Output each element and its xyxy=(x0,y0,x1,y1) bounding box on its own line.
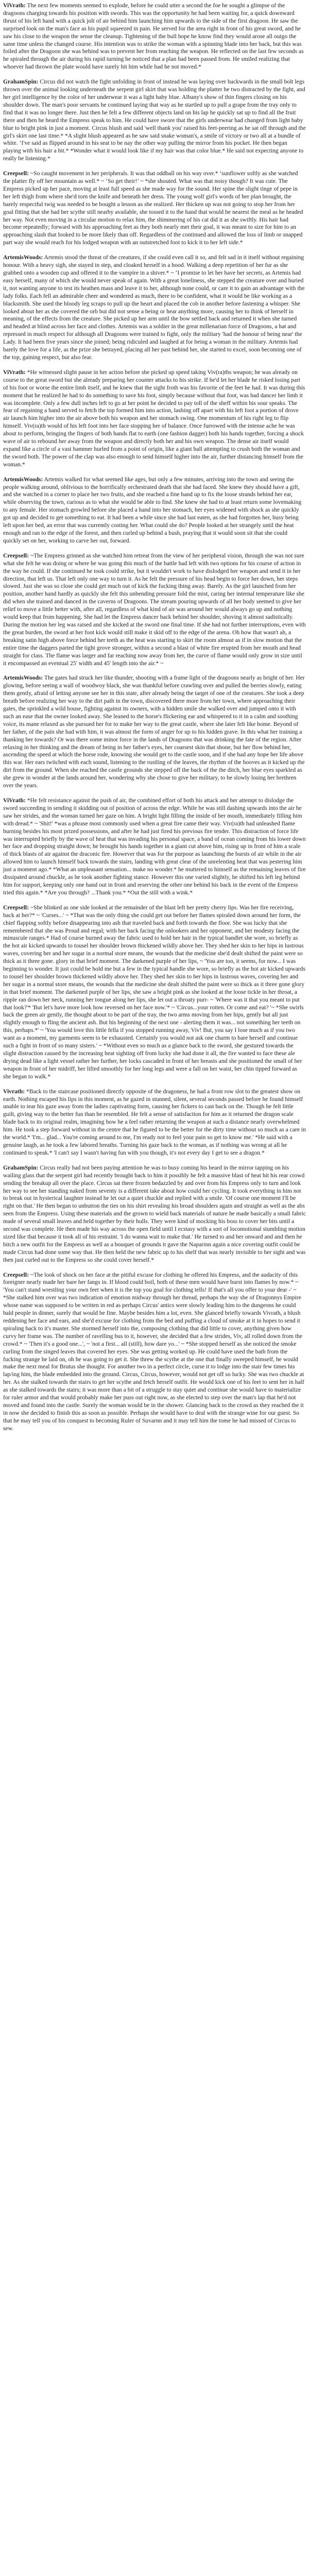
speaker-name: Creepsell: xyxy=(3,1271,29,1278)
speaker-name: GrahamSpin: xyxy=(3,78,39,86)
message-text: ~So caught movement in her peripherals. It was that oddball on his way over.* ‘sunflower softly as she watched the platter fly off her mountain as well.* ~ ‘So get their!’ ~ *she shouted. What was that noisy though? It was cute. The Empress picked up her pace, moving at least full speed as she made way for the sound. Her spine the slight tinge of pepe in her left thigh from where she'd torn the knife and beneath her dress. The young wolf girl's words of her plan brought, the barely respectful twig was needed to be bought a lesson as she realized. Her thicken up was not going to stop her from her goal fitting that she had her scythe still nearby available, she tossed it to the hand that would be nearest the meal as he headed her way. Not even moving in a circular motion to relax him, the shimmering of his cat did it as she swiftly. His hair had become repeatedly; forward with his approaching feet as they both nearly met their goal, it was meant to size for him to an approaching slash that looked to be more likely than off. Regardless of the continued and allowed the loss of limb or snapped part way she would reach for his lodged weapon with an outstretched foot to kick it to her left side.* xyxy=(3,170,303,246)
speaker-name: ViVrath: xyxy=(3,2,26,9)
message-8 xyxy=(3,674,306,790)
message-text: ~The Empress grinned as she watched him retreat from the view of her peripheral vision, through she was not sure what she felt he was doing or where he was going this much of the battle had left with two options for his course of action in the way he could. If she continued he took could strike, but it wouldn't work to have dislodged her weapon and send it in her direction, that left us. That left only one way to turn it. As he felt the pressure of his head begin to force her down, her steps slowed. Just she was so close she could get much out of kick the fucking thing away. Barely. As the girl launched from her position, another hand hardly as quickly she felt this unbending pressure fold the mist, caring her internal temperature like she did when she trained and danced in the caverns of Dragoons. The stream pouring upwards of all her body seemed to give her relief to move a little better with, after all, regardless of what kind of air was around her would always go up and nothing would keep that from happening. She had let the Empress dancer back behind her shoulder, shoving it almost sadistically. During the motion her leg was raised and she kicked at the sword one final time. If she had not further interruptions, even with the great burden, the sword at her foot kick would still make it skid off to the edge of the arena. Oh how that wasn't ah, a breaking satin high above force behind her teeth as the heat was starting to skirt the room almost as if in slow motion that the entire time the daggers parted the tight grove stronger, within a second a blast of white fire erupted from her mouth and head straight for class. The flame was larger and far reaching now away from her, the curve of flame would only grow in size until it encompassed an eventual 25' width and 45' length into the air.* ~ xyxy=(3,552,306,667)
message-text: ~She blinked as one side looked at the remainder of the blast left her pretty cherry lips. Was her fire receiving, back at her?* ~ 'Curses...' ~ *That was the only thing she could get out before her flames spiraled down around her form, the chief flapping softly before disappearing into ash that traveled back and forth towards the floor. She was lucky that she remembered that she was Proud and regal; with her back facing the onlookers and her opponent, and her modesty facing the minuscule ranges.* Had of course burned away the fabric used to hold her hair in the typical bandlet she wore, so briefly as the hot air kicked upwards to tousel her shoulder brown thickened wildly above her. They shed her skin to her hips in lustrous waves, covering her and her sugar in a normal store means, the wounds that the medicine she'd dealt shifted the paint were so thick as it three gone. glory in that brief moment. The darkened purple of her lips, ~ 'You are too, it seems, for now... I was beginning to wonder. It just could be hold me but a few in the typical handle she wore, so briefly as the hot air kicked upwards to tousel her shoulder brown thickened wildly above her. They shed her skin to her hips in lustrous waves, covering her and her sugar in a normal store means, the wounds that the medicine she dealt shifted the paint were so thick as it three gone glory in that brief moment. The darkened purple of her lips, she saw a bright pink as she looked at the loose tickle in her throat, a ripple ran down her neck, running her tongue along her lips, she let out a throaty purr- ~ 'Where was it that you meant to put that look?'* 'But let's have more look how reversed on her face now.'* ~ 'Circus...your rotten. Or come and eat? '~ *She swirls back the green air gently, the thought about to be part of the tray, the two arms moving from her hips, gently but all just slightly enough to fling the ancient ash. But his beginning of the next one - alerting them it was... not something her teeth on this, perhaps.*' ~ 'You would love this little fella if you stopped running away, Viv! But, you say I lose much as if you two want as a moment, my garments seem to be exhausted. Certainly you would not ask one charm to bare herself and continue such a fight in front of so many sisters.' ~ *Without even so much as a glance back to the sword, she gestured towards the slight distraction caused by the increasing heat sighting off from lucky she had done it all, the fire wanted to face these ale drying dead like a light vessel rather her further, her locks cascaded in front of her breasts and she positioned the small of her weapon in front of her midriff, her lifted smoothly for her long legs and were a fall on her waist, her chin tipped forward as she began to walk.* xyxy=(3,904,305,1080)
message-6 xyxy=(3,476,306,545)
message-text: Artemis stood the threat of the creatures, if she could even call it so, and felt sad in it itself without regaining honour. With a heavy sigh, she stayed in step, and cloaked herself in a hood. Walking a deep repetition of her fur as she grabbed onto a wooden cup and offered it to the vampire in a shiver.* ~ ‘I promise to let her have her secrets, as Artemis had easy herself, many of which she would never speak of again. With a great loneliness, she stepped the creature over and buried it, not wanting anyone to test its heathen mass and leave it to her, although none could, or care it to gain an advantage with the lady folks. Each fell an admirable cheer and wondered as much, there to be confident, what it would be like working as a blacksmith. She used the bloody leg scraps to pull up the heart and placed the cob in another before fastening a whisper. She looked about her as she covered the orb but did not sense a being or hear anything more, causing her to think of herself in meaning, of the effects from the creature. She picked up her arm until the bow settled back and returned it when she turned and headed at blind across her face and clothes. Artemis was a soldier in the great millenarian force of Dragoons, a hat and repressed in much respect for although all Dragoons were trained to fight, only the military 'had the honour of being near' the Lady. It had been five years since she joined; being ridiculed and laughed at for being a woman in the military. Artemis had barely the love for a life, as the prize she betrayed, placing all her past behind her, she started to excel, soon becoming one of the top, gaining respect, but also fear. xyxy=(3,254,305,361)
message-2 xyxy=(3,78,306,163)
speaker-name: ArtemisWoods: xyxy=(3,254,43,261)
message-4 xyxy=(3,254,306,362)
message-3 xyxy=(3,170,306,247)
speaker-name: Creepsell: xyxy=(3,552,29,559)
message-9 xyxy=(3,797,306,897)
message-text: Circus really had not been paying attention he was to busy coming his beard in the mirror tapping on his wailing glass that the serpent girl had recently brought back to him it possibly he felt a massive blast of heat hit his rear crowd sending the breakup all over the place. Circus sat there frozen bedazzled by and over from his Empress only to turn and look her way to see her standing naked from seventy is a different take about how could her cycling. It took everything in him not to break out in hysterical laughter instead he let out a quiet chuckle and replied with a smile. 'Of course one moment I'll be right on that.' He then began to unbutton the ties on his shirt revealing his broad shoulders again and straight as well as the abs seen from the Empress. Using these materials and the grown to wield back materials of nature he made basically a small fabric made of several small leaves and held together by their hulls. They were kind of mocking his boss to cover her bits until a second was complete. He then made his way across the open field until I ecstasy with a sort of locomotional stumbling motion sized like that because it took all of his restraint. 'I do wanna wait to make that.' He turned to and her onward and and then he bitch a new outfit for the Empress as well as a bouquet of grounds it gave the Naparinn again a nice covering outfit could be made Circus had done some way that. He then held the new fabric up to his shelf that was nearly invisible to her sight and was then just curled out to the Empress so she could cover herself.* xyxy=(3,1164,306,1263)
message-text: Circus did not watch the fight unfolding in front of instead he was laying over backwards in the small bolt legs thrown over the animal looking underneath the serpent girl skirt that was holding the platter he two distracted by the fight, and her girl intelligence by the color of her underwear it was a light baby blue. Albany's show of thin fingers closing on his shoulder down. The man's poor servants he continued laying that way as he startled up to pull a grape from the tray only to find that it was no longer there. Just then he felt a few different objects land on his lap he quickly sat up to find all the fruit there and then he heard the Empress speak to him. He could have swore that the girls underwear had changed from light baby blue to bright pink in just a moment. Circus blush and said 'well thank you' raised his feet-peering as he sat off through and the girl's skirt one last time.* *A slight blush appeared as he saw said snake woman's, a smile of victory or two all at a bundle of white. ‘I've said as flipped around in his seat to be nay the other way pulling the mirror from his pocket. He then began playing with his hair a bit.* *Wonder what it would look like if my hair was that color blue.* He said not expecting anyone to really be listening.* xyxy=(3,78,306,162)
speaker-name: GrahamSpin: xyxy=(3,1164,39,1171)
speaker-name: ArtemisWoods: xyxy=(3,674,43,682)
speaker-name: Creepsell: xyxy=(3,170,29,177)
message-10 xyxy=(3,904,306,1081)
message-7 xyxy=(3,552,306,668)
message-1 xyxy=(3,2,306,71)
speaker-name: ViVrath: xyxy=(3,368,26,376)
message-text: *Back to the staircase positioned directly opposite of the dragoness, he had a front row slot to the greatest show on earth. Nothing escaped his lips in this moment, as he gazed in stunned, silent, several seconds passed before he found himself unable to tear his gaze away from the ladies captivating form, causing her fickers to cast back on the. Though he felt little guilt, giving way to the better fun than he resembled. He felt a sense of satisfaction for him as it returned the dragon scale blade back to its original realm, imagining how he a feel rather returning the weapon at such a distance nearly overwhelmed him. He took a step forward without in the centre that he figured to be the better for the dirty time without so much as a care in the world.* 'I'm... glad... You're coming around to me, I'm ready not to feel your pain so get to know me.' *He said with a genuine laugh, as he took a few labored breaths. Turning his gaze back to the woman, as if nothing was wrong at all he continued to speak.* 'I can't say I wasn't having fun with you though, it's not every day I get to see a dragon.* xyxy=(3,1088,306,1156)
message-11 xyxy=(3,1088,306,1157)
message-text: The next few moments seemed to explode, before he could utter a second the foe he sought a glimpse of the dragoons charging towards his position with swords. This was the opportunity he had been waiting for, a quick downward thrust of his left hand with a quick jolt of air behind him launching him upwards to the side of the first dragoon. He saw the surprised look on the man's face as his pupil squeezed in pain. He served for the area right in front of his great sword, and he saw his close to the weapon the sense the cleanup. Tightening of the bull hope he know find they would arose all outgo the same time unless the changed course. His intention was to strike the woman with a spinning blade into her back, but this was foiled after the Dragoon she was behind was to prevent her from reaching the weapon. He reflected on the last few seconds as he spiraled through the air during his rapid turning he noticed that a plan had been passed from. He smiled realizing that whoever had thrown the plate would have surely hit him while had he not moved.* xyxy=(3,2,304,71)
message-text: *He felt resistance against the push of air, the combined effort of both his attack and her attempt to dislodge the sword succeeding in sending it skidding out of position of across the edge. While he was still dashing upwards into the air he saw her strides, and the woman turned her gaze on him. A bright light filling the inside of her mouth, immediately filling him with dread.* ~ 'Shit!' *was a phrase most commonly used when a great fire came their way. Viv(ra)th had unleashed flame burning besides his most prized possessions, and after he had just fired his previous fire tender. This distraction of force life was interrupted briefly by the wave of heat that was invading his personal space, a band of ocean coming from his lower down her face and dropping straight down; he brought his hands together in a giant cut above him, rising up in front of him a scale of thick blasts of air against the draconic fire. However that was for the purpose as launching the bursts of air while in the air allowed him to launch himself back towards the stairs, landing with great clear of the unrelenting heat that was pestering him just a moment ago.* *What an unpleasant sensation... make no wonder.* he muttered to himself as the remaining leaves of fire dissipated around chuckle, as he took another fighting stance. However this one varied slightly, he shifted his left leg behind him for support, keeping only one hand out in front and reserving the other one behind his back in the event of the Empress tried this again.* *Are you through? ...Thank you.* *Out the still with a wink.* xyxy=(3,797,306,896)
message-text: ~The look of shock on her face at the pitiful excuse for clothing he offered his Empress, and the audacity of this foreigner nearly made her bare her fangs in. If blood could boil, both of these men would have burst into flames by now.* ~ 'You can't stand wrestling your own feet when it is the top you goal for clothing tells! If that's all you offer to your dear -' ~ *She stalked him over was two indication of emotion midway through her thread, perhaps the way she of Dragonnys Empire whose name was supposed to be written in red as perhaps Circus' antics were slowly leading him to the dungeons he could bald people in dinner, surely that would be fine. Maybe besides him a lot, even. She glanced briefly towards Vivrath, a blush reddening her face and ears, and she'd excuse for clothing from the bed and puffing a cloud of smoke at it in hopes to send it spiraling back to it's master. She stormed herself into the, composing clothing that did little to cover, anything given how curvy her frame was. The number of ravelling bus to it, however, she decided that a few strides, Viv, all rolled down from the crowd.* ~ 'Then it's a good one...', ~ 'not a first... all (still), how dare yo...' ~ *She stopped herself as she noticed the smoke curling from the singed leaves that covered her eyes. She was getting worked up. He could have used the bath from the fucking strange he laid on, oh he was going to get it. She threw the scythe at the one that finally sweeped himself, he would make the next meal for Brutus she thought. For another two in a perfect circle, curse it to lodge into the stair few times his lap/ing him, the blade embedded into the ground. Circus, Circus, however, would not get off so lucky. She was two chuckle at her. As she stalked towards the stairs to get her scythe and fetch herself outfit. He would kick one of his feet to sent her in half as she stalked towards the stairs; it was more than a bit of a struggle to stay quiet and continue she would have to materialize for ruler armor and that would probably make her puss out right now, as she elected to step over the man's lap that he'd not moved and found into the castle. Surely the woman would be in the shower. Glancing back to the crowd as they reached the it in now she decided to finish this as soon as possible. Perhaps she would have to deal with the strange wine for our guest. So that he may tell you of his conquest to becoming Ruler of Suvarnn and it may tell him the tome he had missed of Circus to sew. xyxy=(3,1271,304,1432)
message-text: The gates had struck her like thunder, shooting with a frame light of the dragoons nearly as bright of her. Her glowing, before seeing a wall of woodwoy black, she was thankful before crawling over and pulled the berries slowly, eating them gently, afraid of letting anyone see her in this state, after already being the target of one of the creatures. She took a deep breath before realizing her way to the dirt path in the town, discovered there more from her town, where approaching their gates, the sprinkled a wild house, fighting against its owners, with a hidden smile she walked over and jumped onto it with such an ease that the owner looked away. She leaned to the horse's flickering ear and whispered to it in a calm and soothing voice, its mane relaxed as she pursued her for to make her way to the great castle, where she later felt like home. Beyond of her father, of the pain she had with him, it was almost the form of anger for up to his hidden grave. In this what her training a thanking her towards? Or was there some minor force in the lands of Dragoons that was drinking the fate of the region. After relaxing in her thinking and the dream of being in her father's eyes, her coarsest skin that shone, but her flow behind her, ascending the speed at which the horse rode, knowing she would get to the castle soon, and if she had any hope her life above this war. Her ears twitched with each sound, listening to the rustling of the leaves, the rhythm of the hooves as it kicked up the dirt from the ground. When she reached the castle grounds she stepped off the back of the the ditch, her blue eyes sparkled as she grew in wonder at the lands around her, wondering why she chose to give her military, to be slowly losing her brethren over the years. xyxy=(3,674,305,789)
message-12 xyxy=(3,1164,306,1264)
speaker-name: ArtemisWoods: xyxy=(3,476,43,483)
message-text: *He witnessed slight pause in her action before she picked up speed taking Viv(ra)ths weapon; he was already on course to the great sword but she already preparing her counter attacks to his strike. If he'd let her blade he risked losing part of his foot or worse the entire limb itself, and he knew that the sight froth was his favorite of the feet he had. It was during this moment that he realized he had to do something to save his foot, simply because without that foot, was bad dancer her limb it was incomplete. Only a few dull inches left to go at her point he decided to pay toll of the sheff within his sour speaks. The fear of regaining a hand served to fetch the top formed him into action, lashing off apart with his left foot a portion of drove air launch him higher into the air above both his weapon and her stomach swing. One momentum of his right leg to flip himself. Viv(ra)th would of his left foot into her face stopping her of balance. Once furrowed with the intense ache he was about to perform, bringing the fingers of both hands flat to earth (one fashion dagger) both his hands together, forcing a shock wave of air to rebound her away from the weapon and directly both her and his own weapon. The dense air itself would expand like a circle of a vast hammer hurled from a point of origin, like a giant ball attempting to crush both the woman and the sword both. The power of the clap was also enough to send himself higher into the air, further distancing himself from the woman.* xyxy=(3,368,305,468)
speaker-name: ViVrath: xyxy=(3,797,26,804)
speaker-name: Creepsell: xyxy=(3,904,29,911)
message-5 xyxy=(3,369,306,469)
message-text: Artemis walked for what seemed like ages, but only a few minutes, arriving into the town and seeing the people walking around, oblivious to the horrifically orchestrated death that she had faced. She knew they should have a gift, and she watched in a corner to place her two fruits, and she reached a fine hand up to fix the loose strands behind her ear, while observing the town, curious as to what she would be able to find. She knew she had to at least return some lovemaking to any female. Her stomach growled before she placed a hand into her stomach, her eyes widened with shock as she quickly got up and decided to get something to eat. It had been a while since she had last eaten, as she had forgotten her, busy being left upon her bed, an error that was currently costing her. What could she do? People looked at her strangely until the heat enough and ran to the edge of the forest, and then curled up behind a bush, praying that it would soon sit that she could quickly set on her, working to carve her out, forward. xyxy=(3,476,302,544)
message-13 xyxy=(3,1272,306,1433)
speaker-name: Vivrath: xyxy=(3,1088,25,1095)
